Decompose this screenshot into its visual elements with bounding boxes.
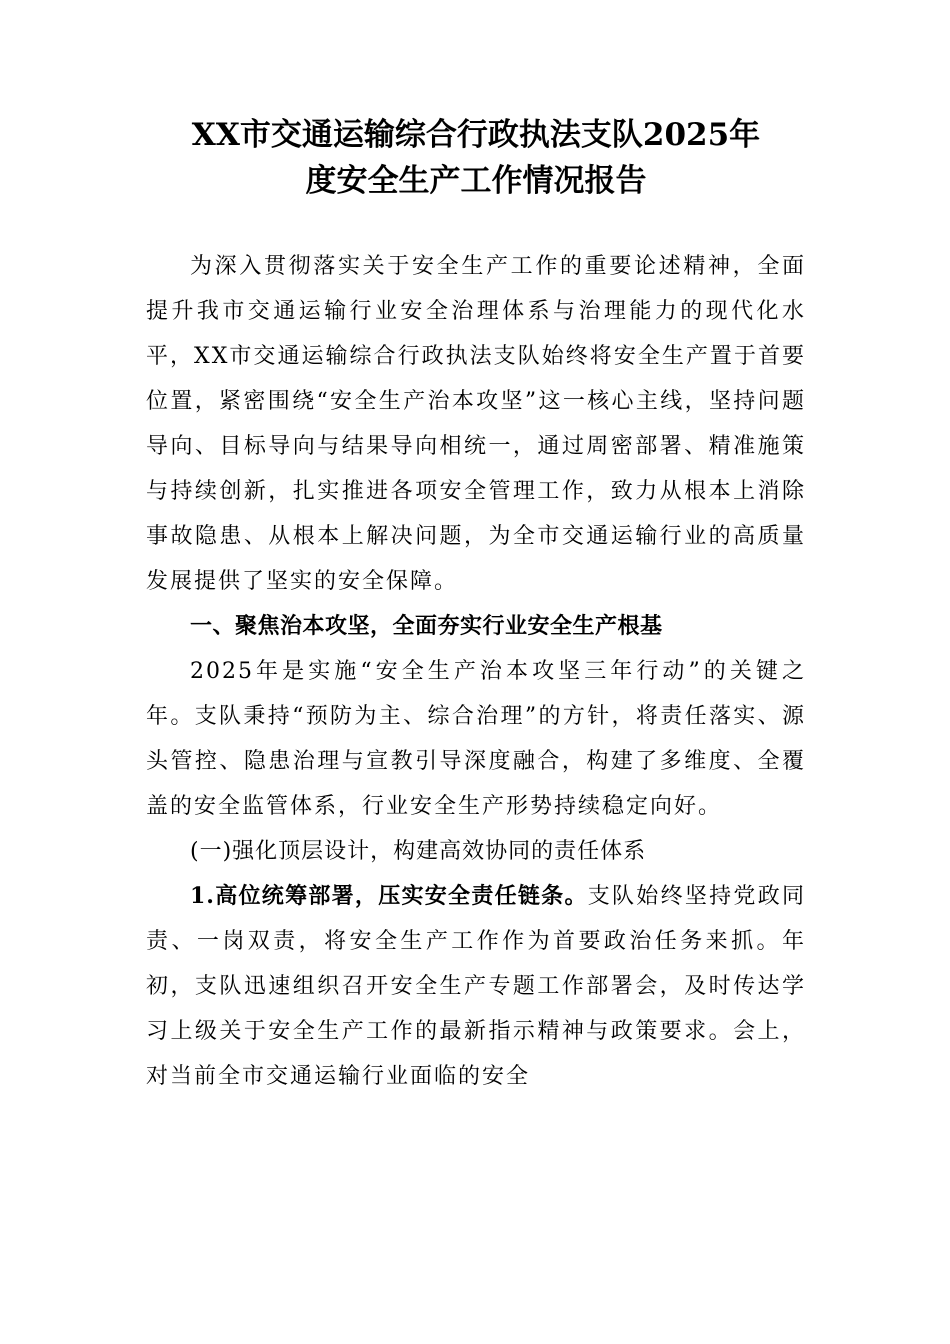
title-line-2: 度安全生产工作情况报告	[305, 163, 647, 199]
document-page	[146, 112, 806, 1099]
item-1-text: 支队始终坚持党政同责、一岗双责，将安全生产工作作为首要政治任务来抓。年初，支队迅速组织召开安全生产专题工作部署会，及时传达学习上级关于安全生产工作的最新指示精神与政策要求。会上，对当前全市交通运输行业面临的安全	[146, 884, 806, 1089]
item-1-paragraph	[146, 874, 806, 1099]
section-1-heading: 一、聚焦治本攻坚，全面夯实行业安全生产根基	[190, 614, 663, 639]
document-body	[146, 244, 806, 1099]
document-title	[146, 112, 806, 204]
intro-paragraph: 为深入贯彻落实关于安全生产工作的重要论述精神，全面提升我市交通运输行业安全治理体系与治理能力的现代化水平，XX市交通运输综合行政执法支队始终将安全生产置于首要位置，紧密围绕“安全生产治本攻坚”这一核心主线，坚持问题导向、目标导向与结果导向相统一，通过周密部署、精准施策与持续创新，扎实推进各项安全管理工作，致力从根本上消除事故隐患、从根本上解决问题，为全市交通运输行业的高质量发展提供了坚实的安全保障。	[146, 254, 806, 594]
section-1-paragraph: 2025年是实施“安全生产治本攻坚三年行动”的关键之年。支队秉持“预防为主、综合治理”的方针，将责任落实、源头管控、隐患治理与宣教引导深度融合，构建了多维度、全覆盖的安全监管体系，行业安全生产形势持续稳定向好。	[146, 659, 806, 819]
item-1-lead: 1.高位统筹部署，压实安全责任链条。	[190, 883, 588, 909]
title-line-1: XX市交通运输综合行政执法支队2025年	[191, 117, 761, 153]
subsection-1-heading: (一)强化顶层设计，构建高效协同的责任体系	[190, 839, 647, 864]
